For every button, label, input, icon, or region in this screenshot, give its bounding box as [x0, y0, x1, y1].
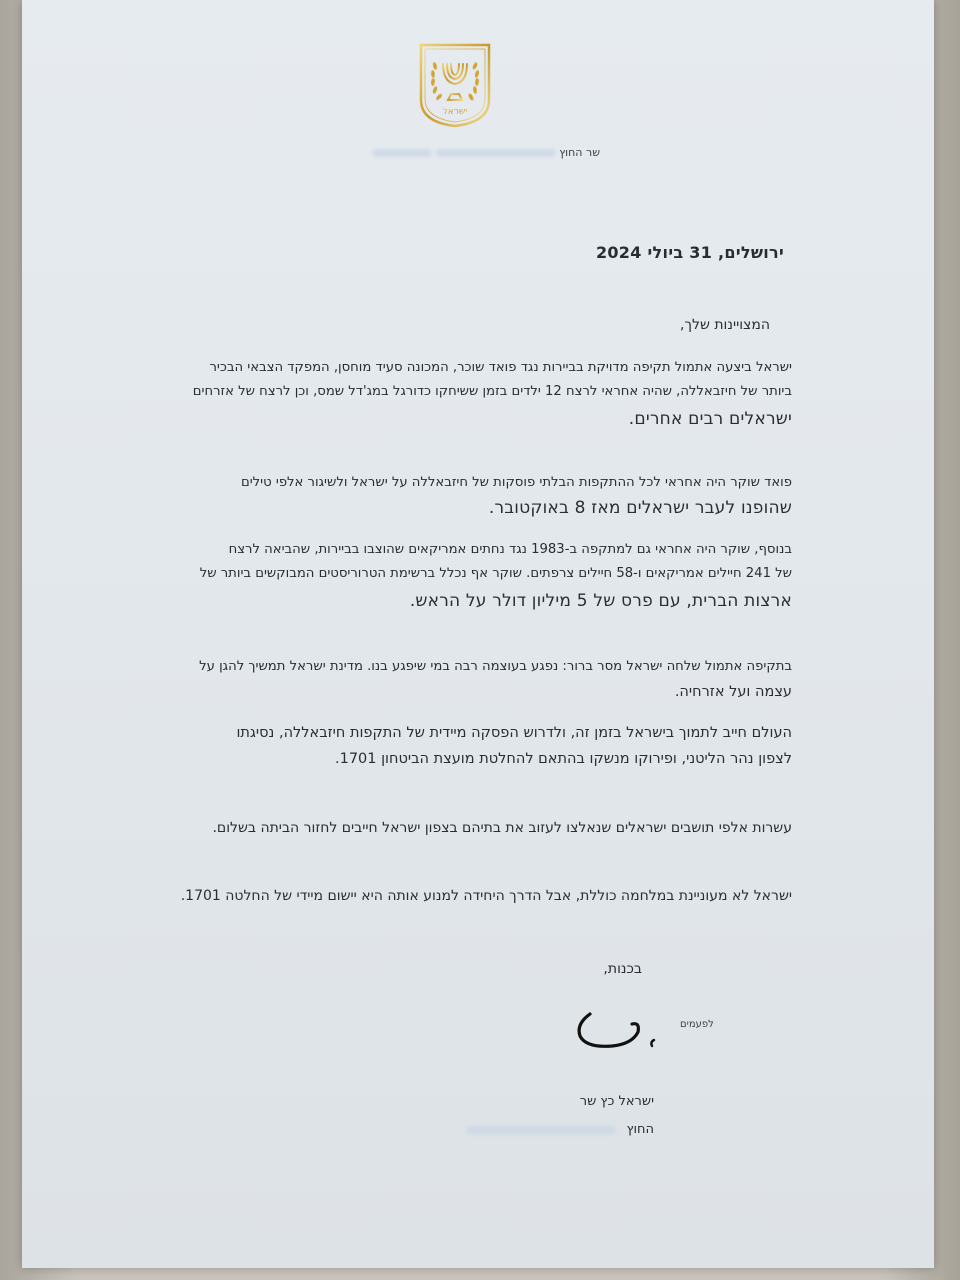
paragraph-line: פואד שוקר היה אחראי לכל ההתקפות הבלתי פוסקות של חיזבאללה על ישראל ולשיגור אלפי טילים [240, 475, 792, 490]
paragraph-line: ישראלים רבים אחרים. [628, 409, 792, 429]
paragraph-line: העולם חייב לתמוך בישראל בזמן זה, ולדרוש הפסקה מיידית של התקפות חיזבאללה, נסיגתו [236, 725, 792, 741]
signature-note: לפעמים [680, 1019, 714, 1030]
paragraph-2 [152, 471, 792, 521]
paragraph-line: עשרות אלפי תושבים ישראלים שנאלצו לעזוב את בתיהם בצפון ישראל חייבים לחזור הביתה בשלום. [212, 820, 792, 836]
paragraph-line: בנוסף, שוקר היה אחראי גם למתקפה ב-1983 נגד נחתים אמריקאים שהוצבו בביירות, שהביאה לרצח [228, 542, 792, 557]
paragraph-line: לצפון נהר הליטני, ופירוקו מנשקו בהתאם להחלטת מועצת הביטחון 1701. [334, 751, 792, 767]
letterhead-office [300, 146, 600, 164]
letter-date: ירושלים, 31 ביולי 2024 [595, 243, 784, 262]
paragraph-5 [152, 720, 792, 772]
state-emblem-icon [418, 42, 492, 128]
paragraph-line: ישראל ביצעה אתמול תקיפה מדויקת בביירות נגד פואד שוכר, המכונה סעיד מוחסן, המפקד הצבאי הבכיר [209, 360, 792, 375]
paragraph-line: עצמה ועל אזרחיה. [674, 684, 792, 700]
paragraph-line: שהופנו לעבר ישראלים מאז 8 באוקטובר. [488, 498, 792, 518]
paragraph-1 [152, 356, 792, 432]
paragraph-line: ביותר של חיזבאללה, שהיה אחראי לרצח 12 ילדים בזמן ששיחקו כדורגל במג'דל שמס, וכן לרצח של אזרחים [192, 384, 792, 399]
paragraph-7 [152, 884, 792, 908]
letter-paper [22, 0, 934, 1268]
paragraph-line: ארצות הברית, עם פרס של 5 מיליון דולר על הראש. [409, 591, 792, 611]
handwritten-signature-icon [570, 1004, 665, 1056]
signer-block [466, 1088, 654, 1144]
paragraph-6 [152, 816, 792, 840]
paragraph-line: בתקיפה אתמול שלחה ישראל מסר ברור: נפגע בעוצמה רבה במי שיפגע בנו. מדינת ישראל תמשיך להגן על [199, 659, 792, 674]
greeting: המצויינות שלך, [680, 317, 770, 333]
paragraph-4 [152, 655, 792, 705]
redaction-bar [436, 149, 556, 157]
office-title: שר החוץ [559, 146, 600, 159]
paragraph-line: של 241 חיילים אמריקאים ו-58 חיילים צרפתים. שוקר אף נכלל ברשימת הטרוריסטים המבוקשים ביותר של [199, 566, 792, 581]
closing: בכנות, [603, 961, 642, 977]
paragraph-3 [152, 538, 792, 614]
signer-title: החוץ [466, 1116, 654, 1144]
redaction-bar [372, 149, 432, 157]
redaction-bar [466, 1126, 616, 1134]
emblem-text: ישראל [442, 107, 468, 117]
paragraph-line: ישראל לא מעוניינת במלחמה כוללת, אבל הדרך היחידה למנוע אותה היא יישום מיידי של החלטה 1701. [180, 888, 792, 904]
signer-name: ישראל כץ שר [579, 1094, 654, 1109]
